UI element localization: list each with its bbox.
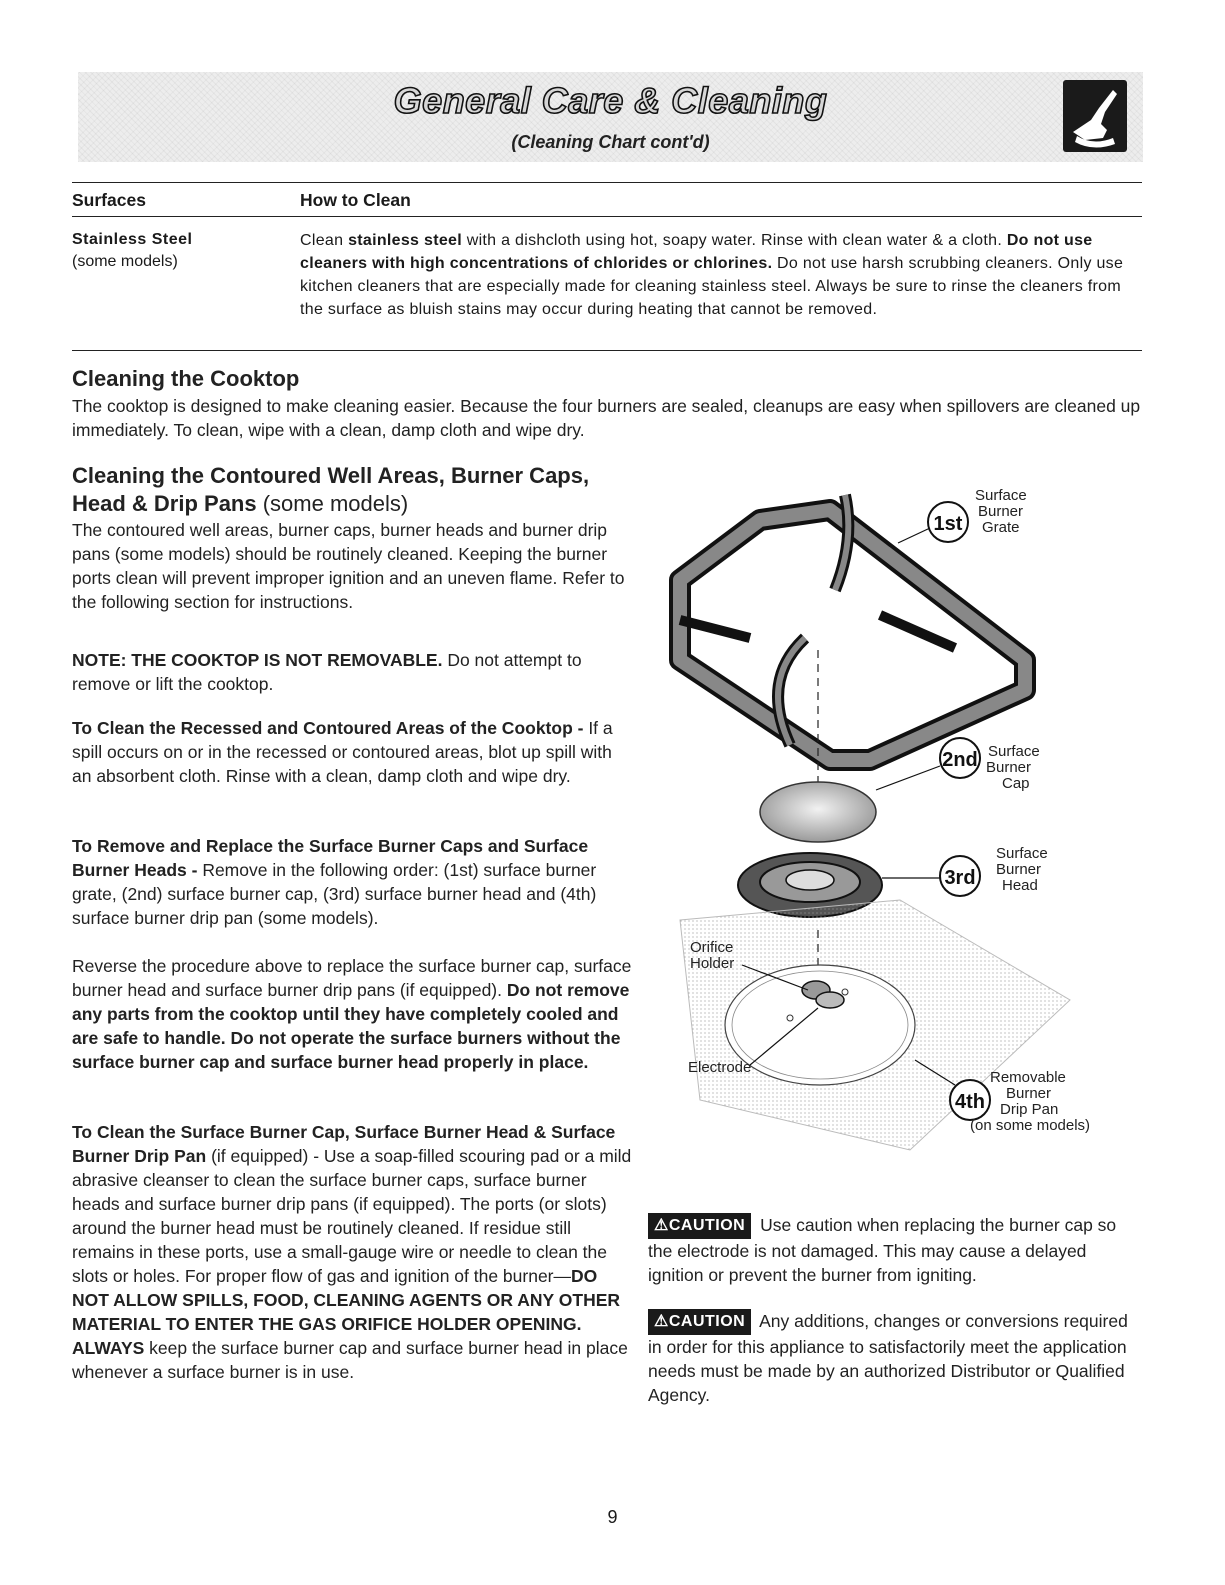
clean-warning: Do not use cleaners with high concentrations of chlorides or chlorines.	[300, 232, 1093, 272]
clean-cap-bold2: DO NOT ALLOW SPILLS, FOOD, CLEANING AGENTS OR ANY OTHER MATERIAL TO ENTER THE GAS ORIFICE HOLDER OPENING. ALWAYS	[72, 1266, 621, 1358]
contoured-heading-line1: Cleaning the Contoured Well Areas, Burner Caps,	[72, 463, 590, 488]
label-2nd-line3: Cap	[1002, 775, 1030, 792]
label-3rd-line2: Burner	[996, 861, 1042, 878]
label-3rd-line3: Head	[1002, 877, 1038, 894]
clean-prefix: Clean	[300, 232, 349, 249]
clean-rest: Do not use harsh scrubbing cleaners. Only use kitchen cleaners that are especially made for cleaning stainless steel. Always be sure to rinse the cleaners from the surface as bluish stains may occur during heating that cannot be removed.	[300, 255, 1124, 318]
contoured-heading	[72, 462, 652, 518]
burner-cap	[760, 782, 876, 842]
caution-text-2: Any additions, changes or conversions required in order for this appliance to satisfactorily meet the application needs must be made by an authorized Distributor or Qualified Agency.	[648, 1311, 1128, 1405]
page-title: General Care & Cleaning	[393, 80, 828, 121]
surface-name: Stainless Steel	[72, 231, 193, 248]
step-3rd-number: 3rd	[944, 867, 976, 889]
header-banner	[78, 72, 1143, 162]
page-number: 9	[607, 1507, 618, 1527]
orifice-line2: Holder	[690, 955, 735, 972]
page-subtitle: (Cleaning Chart cont'd)	[511, 132, 710, 152]
step-2nd-marker	[940, 738, 980, 778]
label-2nd-line2: Burner	[986, 759, 1032, 776]
remove-paragraph	[72, 834, 632, 930]
label-2nd-line1: Surface	[988, 743, 1040, 760]
clean-bold-material: stainless steel	[348, 232, 462, 249]
cleaning-hand-icon	[1063, 80, 1127, 152]
reverse-paragraph	[72, 954, 632, 1074]
step-1st-marker	[928, 502, 968, 542]
caution-badge-1: ⚠CAUTION	[648, 1213, 751, 1239]
label-4th-line4: (on some models)	[970, 1117, 1091, 1134]
burner-grate	[680, 495, 1025, 760]
label-1st-line1: Surface	[975, 487, 1027, 504]
step-3rd-marker	[940, 856, 980, 896]
table-cell-surface	[72, 229, 192, 273]
label-1st-line2: Burner	[978, 503, 1024, 520]
label-4th-line1: Removable	[990, 1069, 1066, 1086]
note-bold: NOTE: THE COOKTOP IS NOT REMOVABLE.	[72, 650, 443, 670]
label-4th-line3: Drip Pan	[1000, 1101, 1059, 1118]
label-3rd-line1: Surface	[996, 845, 1048, 862]
recessed-paragraph	[72, 716, 632, 788]
clean-cap-bold: To Clean the Surface Burner Cap, Surface Burner Head & Surface Burner Drip Pan	[72, 1122, 616, 1166]
table-header-rule	[72, 216, 1142, 217]
electrode-label: Electrode	[688, 1059, 752, 1076]
caution-note-1	[648, 1213, 1138, 1287]
contoured-heading-line2-norm: (some models)	[256, 491, 409, 516]
cooktop-body: The cooktop is designed to make cleaning easier. Because the four burners are sealed, cleanups are easy when spillovers are cleaned up immediately. To clean, wipe with a clean, damp cloth and wipe dry.	[72, 396, 1141, 440]
clean-cap-end: keep the surface burner cap and surface burner head in place whenever a surface burner is in use.	[72, 1338, 628, 1382]
contoured-heading-line2-bold: Head & Drip Pans	[72, 491, 257, 516]
surface-note: (some models)	[72, 253, 178, 270]
orifice-line1: Orifice	[690, 939, 734, 956]
clean-cap-paragraph	[72, 1120, 632, 1384]
caution-badge-2: ⚠CAUTION	[648, 1309, 751, 1335]
step-4th-marker	[950, 1080, 990, 1120]
caution-text-1: Use caution when replacing the burner cap so the electrode is not damaged. This may cause a delayed ignition or prevent the burner from igniting.	[648, 1215, 1117, 1285]
clean-mid: with a dishcloth using hot, soapy water. Rinse with clean water & a cloth.	[461, 232, 1003, 249]
recessed-rest: If a spill occurs on or in the recessed or contoured areas, blot up spill with an absorbent cloth. Rinse with a clean, damp cloth and wipe dry.	[72, 718, 613, 786]
table-cell-how-to-clean	[300, 229, 1130, 321]
cooktop-heading: Cleaning the Cooktop	[72, 366, 300, 391]
label-4th-line2: Burner	[1006, 1085, 1052, 1102]
step-2nd-number: 2nd	[942, 749, 978, 771]
note-paragraph	[72, 648, 632, 696]
remove-bold: To Remove and Replace the Surface Burner Caps and Surface Burner Heads -	[72, 836, 589, 880]
table-top-rule	[72, 182, 1142, 183]
table-bottom-rule	[72, 350, 1142, 351]
remove-rest: Remove in the following order: (1st) surface burner grate, (2nd) surface burner cap, (3rd) surface burner head and (4th) surface burner drip pan (some models).	[72, 860, 597, 928]
note-rest: Do not attempt to remove or lift the cooktop.	[72, 650, 582, 694]
reverse-bold: Do not remove any parts from the cooktop until they have completely cooled and are safe to handle. Do not operate the surface burners without the surface burner cap and surface burner head properly in place.	[72, 980, 630, 1072]
contoured-intro: The contoured well areas, burner caps, burner heads and burner drip pans (some models) should be routinely cleaned. Keeping the burner ports clean will prevent improper ignition and an uneven flame. Refer to the following section for instructions.	[72, 520, 625, 612]
clean-cap-mid: (if equipped) - Use a soap-filled scouring pad or a mild abrasive cleanser to clean the surface burner caps, surface burner heads and surface burner drip pans (if equipped). The ports (or slots) around the burner head must be routinely cleaned. If residue still remains in these ports, use a small-gauge wire or needle to clean the slots or holes. For proper flow of gas and ignition of the burner—	[72, 1146, 632, 1286]
step-1st-number: 1st	[933, 513, 963, 535]
step-4th-number: 4th	[955, 1091, 985, 1113]
table-header-how-to-clean: How to Clean	[300, 190, 411, 210]
burner-exploded-diagram	[640, 460, 1160, 1160]
label-1st-line3: Grate	[982, 519, 1020, 536]
recessed-bold: To Clean the Recessed and Contoured Areas of the Cooktop -	[72, 718, 584, 738]
caution-note-2	[648, 1309, 1138, 1407]
table-header-surfaces: Surfaces	[72, 190, 146, 210]
reverse-norm: Reverse the procedure above to replace the surface burner cap, surface burner head and surface burner drip pans (if equipped).	[72, 956, 632, 1000]
